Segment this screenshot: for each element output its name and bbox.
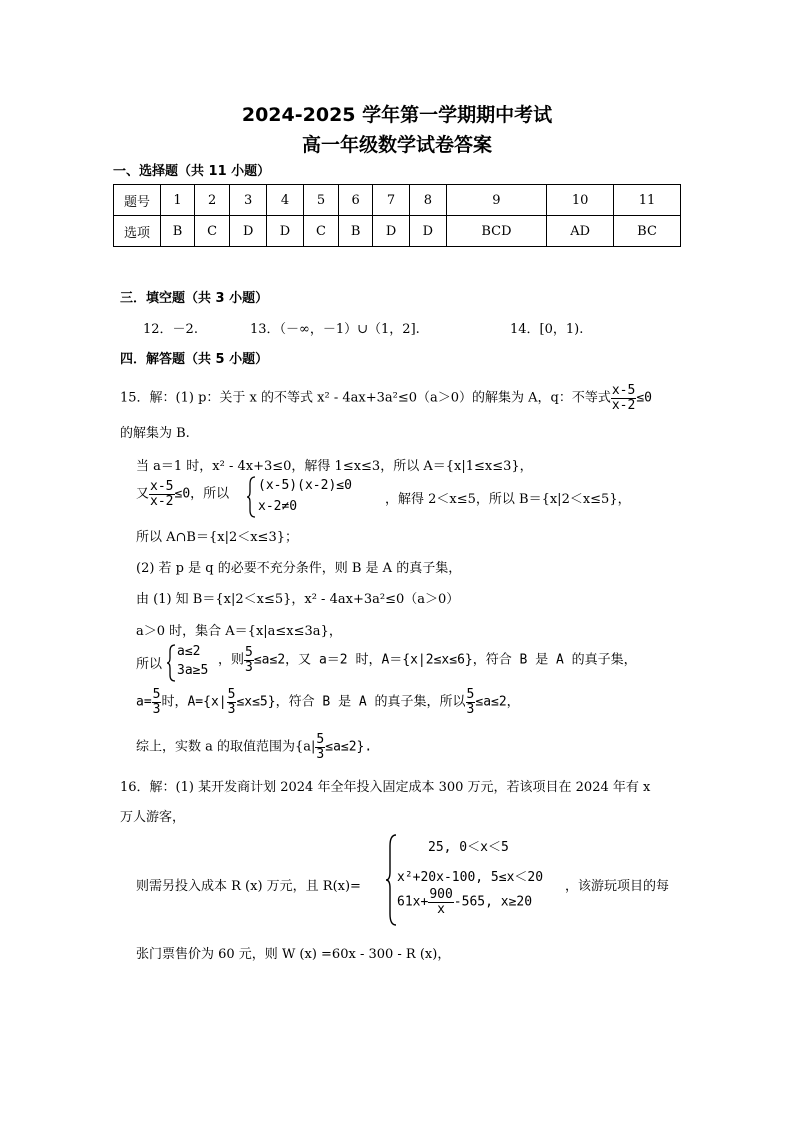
numerator: 5 [227,687,236,702]
q16-line-2: 万人游客， [120,810,186,825]
fraction [315,733,325,761]
fraction [244,646,254,674]
fraction [428,888,453,916]
q15-text: ≤0，所以 [174,486,230,502]
left-brace [385,834,397,926]
page-subtitle: 高一年级数学试卷答案 [301,134,492,156]
table-header-cell: 选项 [114,216,161,247]
q15-line-1 [120,384,652,412]
table-cell: 10 [547,185,614,216]
denominator: 3 [152,701,161,717]
q15-text: a= [136,694,152,710]
piecewise-case-2: x²+20x-100, 5≤x＜20 [397,870,544,885]
left-brace [166,644,176,682]
section-fill-heading: 三．填空题（共 3 小题） [120,291,269,306]
numerator: x-5 [611,383,636,398]
table-cell: 8 [409,185,446,216]
q15-text: 所以 [136,657,163,672]
answer-q14: 14．[0，1). [510,322,584,337]
q15-text: 综上，实数 a 的取值范围为{a| [136,739,316,755]
system-line: (x-5)(x-2)≤0 [258,478,352,493]
table-cell: BCD [446,216,546,247]
q15-line-8: a＞0 时，集合 A＝{x|a≤x≤3a}， [136,624,342,639]
table-row [114,185,681,216]
numerator: x-5 [150,479,174,494]
table-cell: 11 [614,185,681,216]
system-line: a≤2 [177,644,201,659]
table-cell: BC [614,216,681,247]
table-cell: AD [547,216,614,247]
numerator: 5 [245,645,253,660]
q15-text: ≤0 [636,390,652,406]
q15-text: ≤a≤2， [475,694,520,710]
piecewise-case-3 [397,888,532,916]
fraction [149,480,174,508]
denominator: x-2 [611,397,636,413]
answer-q12: 12．－2. [143,322,198,337]
answer-table [113,184,681,247]
left-brace [246,476,256,518]
system-line: 3a≥5 [177,663,209,678]
fraction [152,688,162,716]
denominator: 3 [227,701,236,717]
table-cell: D [409,216,446,247]
table-cell: 9 [446,185,546,216]
denominator: x [437,901,445,917]
q15-line-9 [218,646,637,674]
q15-line-7: 由 (1) 知 B＝{x|2＜x≤5}，x² - 4ax+3a²≤0（a＞0） [136,592,460,607]
q15-line-3: 当 a＝1 时，x² - 4x+3≤0，解得 1≤x≤3，所以 A＝{x|1≤x≤3}， [136,459,533,474]
denominator: 3 [316,746,325,762]
q15-line-5: 所以 A∩B＝{x|2＜x≤3}； [136,530,298,545]
q15-line-4 [136,480,229,508]
fraction [466,688,476,716]
q15-text: ≤a≤2}. [325,739,373,755]
fraction [611,384,636,412]
q16-line-1: 16．解：(1) 某开发商计划 2024 年全年投入固定成本 300 万元，若该项目在 2024 年有 x [120,780,651,795]
q15-text: 时，A={x| [161,694,227,710]
numerator: 5 [466,687,475,702]
table-cell: 6 [339,185,373,216]
q15-line-10 [136,688,520,716]
table-cell: 2 [195,185,230,216]
q16-text: -565, x≥20 [453,894,533,910]
numerator: 5 [152,687,161,702]
page-title: 2024-2025 学年第一学期期中考试 [241,104,553,126]
table-cell: B [161,216,195,247]
fraction [227,688,237,716]
table-header-cell: 题号 [114,185,161,216]
piecewise-case-1: 25, 0＜x＜5 [428,840,509,855]
table-cell: C [303,216,338,247]
table-cell: D [373,216,410,247]
q15-text: ，则 [218,652,245,668]
q16-line-4: 张门票售价为 60 元，则 W (x) =60x - 300 - R (x)， [136,947,451,962]
q15-text: 15．解：(1) p：关于 x 的不等式 x² - 4ax+3a²≤0（a＞0）的解集为 A，q：不等式 [120,390,611,406]
q15-line-6: (2) 若 p 是 q 的必要不充分条件，则 B 是 A 的真子集， [136,561,462,576]
system-line: x-2≠0 [258,499,298,514]
section-solution-heading: 四．解答题（共 5 小题） [120,352,269,367]
numerator: 5 [316,732,325,747]
table-cell: 3 [230,185,267,216]
table-cell: B [339,216,373,247]
table-row [114,216,681,247]
q16-text: 61x+ [397,894,429,910]
answer-q13: 13．（－∞，－1）∪（1，2]. [250,322,420,337]
section-choice-heading: 一、选择题（共 11 小题） [113,164,271,179]
q15-text: ，解得 2＜x≤5，所以 B＝{x|2＜x≤5}， [385,492,631,507]
denominator: x-2 [150,493,174,509]
q15-line-11 [136,733,372,761]
q16-text: ，该游玩项目的每 [565,879,670,894]
table-cell: C [195,216,230,247]
table-cell: D [267,216,304,247]
denominator: 3 [466,701,475,717]
table-cell: 4 [267,185,304,216]
denominator: 3 [245,659,253,675]
table-cell: 1 [161,185,195,216]
table-cell: 7 [373,185,410,216]
table-cell: D [230,216,267,247]
q15-text: ≤x≤5}，符合 B 是 A 的真子集，所以 [236,694,466,710]
q15-line-2: 的解集为 B. [120,426,190,441]
table-cell: 5 [303,185,338,216]
q16-text: 则需另投入成本 R (x) 万元，且 R(x)= [136,879,361,894]
numerator: 900 [429,887,453,902]
q15-text: ≤a≤2，又 a＝2 时，A＝{x|2≤x≤6}，符合 B 是 A 的真子集， [253,652,637,668]
q15-text: 又 [136,486,150,502]
